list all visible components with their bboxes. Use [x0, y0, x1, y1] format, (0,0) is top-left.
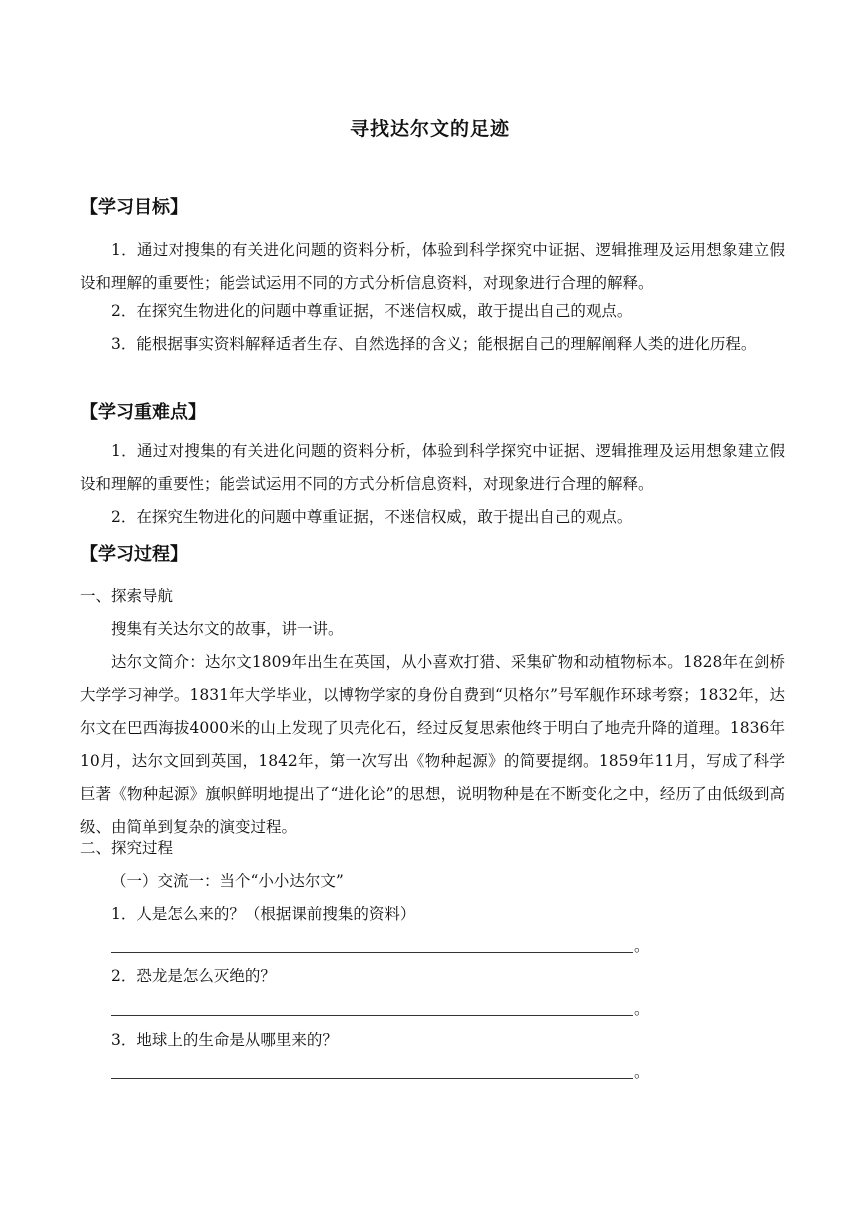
keypoint-item-2: 2．在探究生物进化的问题中尊重证据，不迷信权威，敢于提出自己的观点。: [111, 508, 633, 526]
part2-subtitle: （一）交流一：当个“小小达尔文”: [111, 872, 344, 890]
answer-period-3: 。: [634, 1063, 650, 1081]
answer-blank-3[interactable]: [111, 1078, 633, 1079]
process-heading: 【学习过程】: [80, 544, 188, 565]
keypoints-heading: 【学习重难点】: [80, 402, 206, 423]
objectives-heading: 【学习目标】: [80, 197, 188, 218]
question-3: 3．地球上的生命是从哪里来的？: [111, 1031, 338, 1049]
answer-blank-1[interactable]: [111, 952, 633, 953]
part1-task: 搜集有关达尔文的故事，讲一讲。: [111, 620, 344, 638]
keypoint-item-1: 1．通过对搜集的有关进化问题的资料分析，体验到科学探究中证据、逻辑推理及运用想象建立假设和理解的重要性；能尝试运用不同的方式分析信息资料，对现象进行合理的解释。: [80, 442, 785, 493]
answer-period-1: 。: [634, 937, 650, 955]
answer-period-2: 。: [634, 1000, 650, 1018]
darwin-intro: 达尔文简介：达尔文1809年出生在英国，从小喜欢打猎、采集矿物和动植物标本。1828年在剑桥大学学习神学。1831年大学毕业，以博物学家的身份自费到“贝格尔”号军舰作环球考察；1832年，达尔文在巴西海拔4000米的山上发现了贝壳化石，经过反复思索他终于明白了地壳升降的道理。1836年10月，达尔文回到英国，1842年，第一次写出《物种起源》的简要提纲。1859年11月，写成了科学巨著《物种起源》旗帜鲜明地提出了“进化论”的思想，说明物种是在不断变化之中，经历了由低级到高级、由简单到复杂的演变过程。: [80, 653, 785, 836]
part2-title: 二、探究过程: [80, 839, 174, 857]
page-title: 寻找达尔文的足迹: [349, 118, 510, 140]
question-2: 2．恐龙是怎么灭绝的？: [111, 967, 276, 985]
answer-blank-2[interactable]: [111, 1015, 633, 1016]
part1-title: 一、探索导航: [80, 587, 174, 605]
objective-item-3: 3．能根据事实资料解释适者生存、自然选择的含义；能根据自己的理解阐释人类的进化历程。: [111, 335, 757, 353]
objective-item-2: 2．在探究生物进化的问题中尊重证据，不迷信权威，敢于提出自己的观点。: [111, 302, 633, 320]
question-1: 1．人是怎么来的？（根据课前搜集的资料）: [111, 905, 416, 923]
objective-item-1: 1．通过对搜集的有关进化问题的资料分析，体验到科学探究中证据、逻辑推理及运用想象建立假设和理解的重要性；能尝试运用不同的方式分析信息资料，对现象进行合理的解释。: [80, 241, 785, 292]
